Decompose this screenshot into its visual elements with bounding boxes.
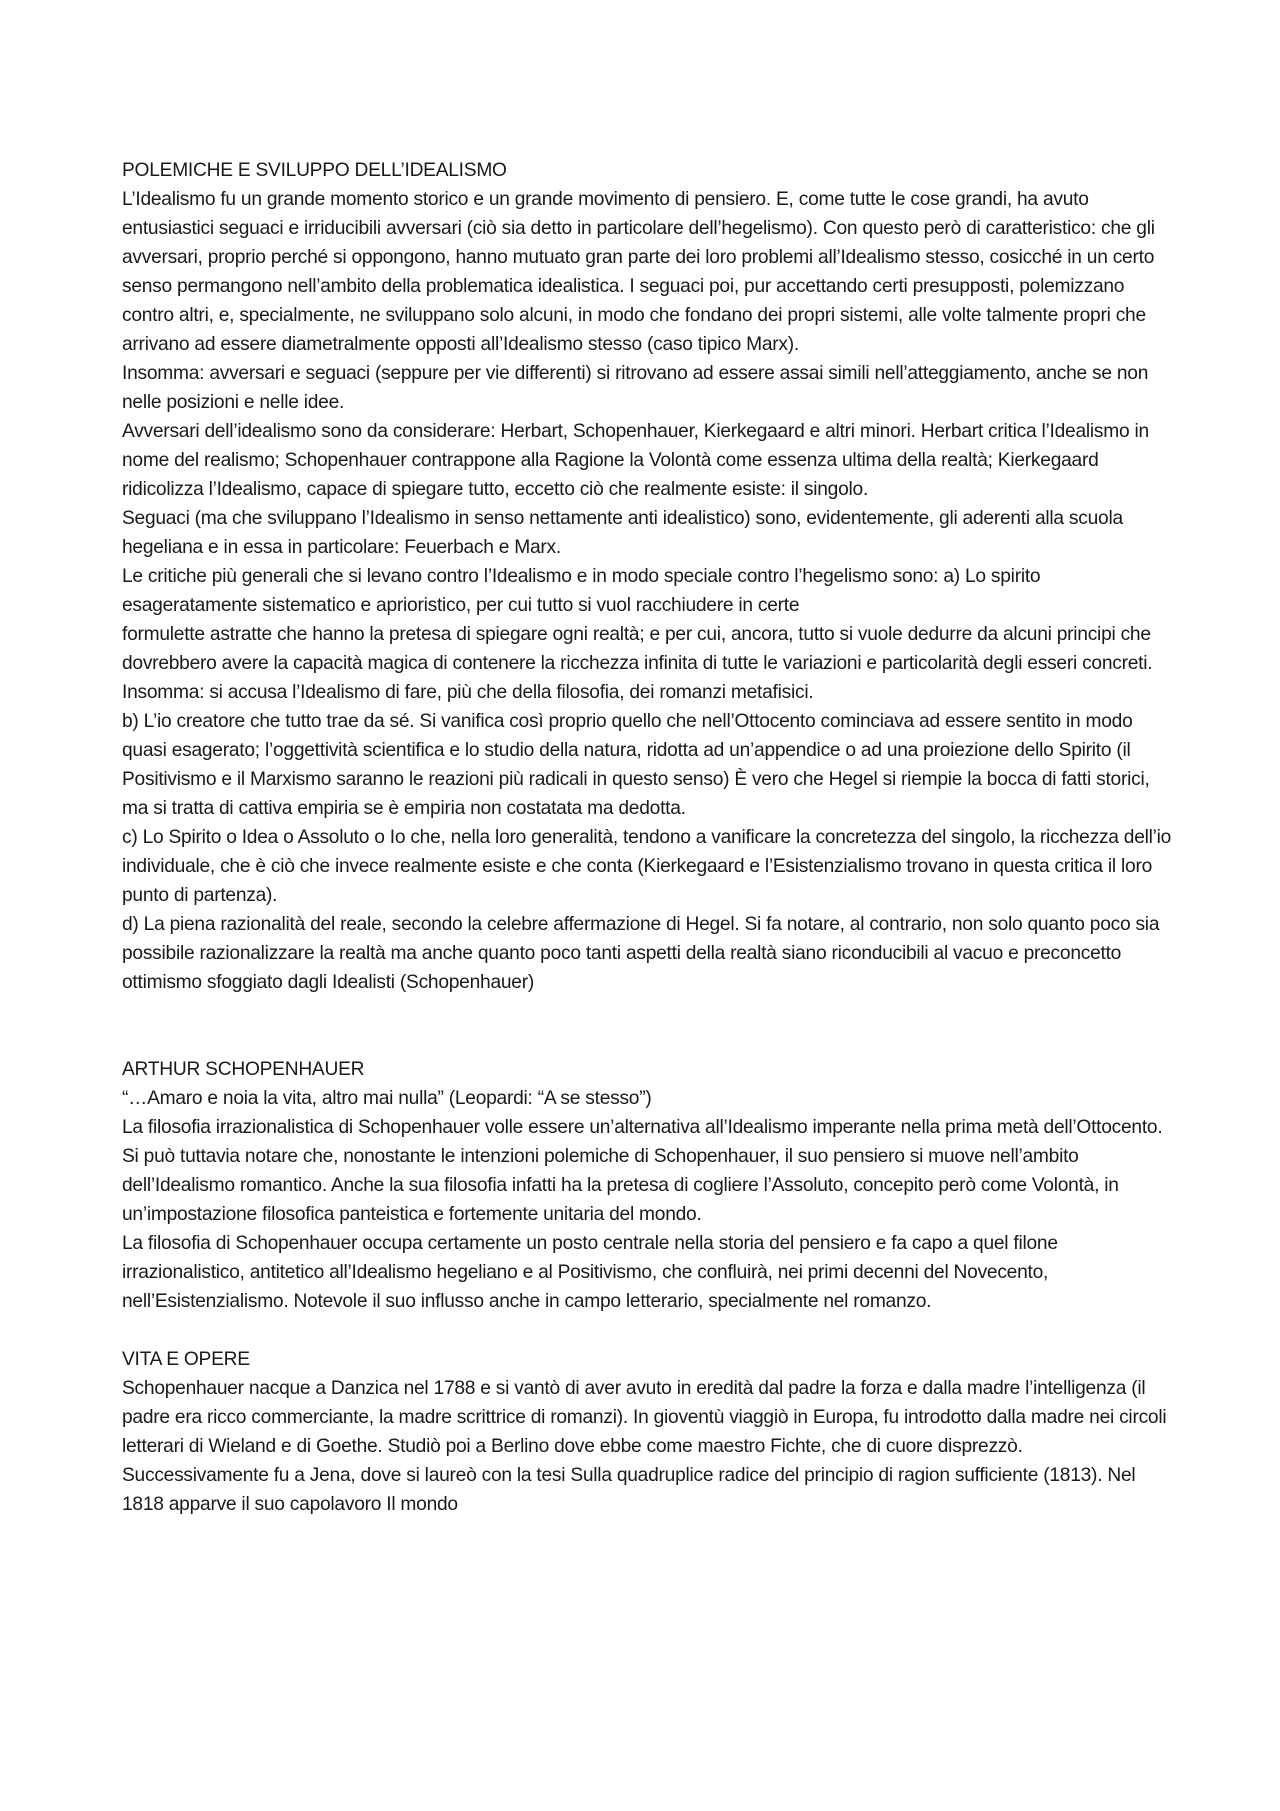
paragraph: L’Idealismo fu un grande momento storico e un grande movimento di pensiero. E, come tutte le cose grandi, ha avuto entusiastici seguaci e irriducibili avversari (ciò sia detto in particolare dell’hegelismo). Con questo però di caratteristico: che gli avversari, proprio perché si oppongono, hanno mutuato gran parte dei loro problemi all’Idealismo stesso, cosicché in un certo senso permangono nell’ambito della problematica idealistica. I seguaci poi, pur accettando certi presupposti, polemizzano contro altri, e, specialmente, ne sviluppano solo alcuni, in modo che fondano dei propri sistemi, alle volte talmente propri che arrivano ad essere diametralmente opposti all’Idealismo stesso (caso tipico Marx). [122,189,1155,355]
paragraph: b) L’io creatore che tutto trae da sé. Si vanifica così proprio quello che nell’Ottocento cominciava ad essere sentito in modo quasi esagerato; l’oggettività scientifica e lo studio della natura, ridotta ad un’appendice o ad una proiezione dello Spirito (il Positivismo e il Marxismo saranno le reazioni più radicali in questo senso) È vero che Hegel si riempie la bocca di fatti storici, ma si tratta di cattiva empiria se è empiria non costatata ma dedotta. [122,711,1150,819]
section-heading-vita-opere: VITA E OPERE [122,1349,250,1370]
epigraph-quote: “…Amaro e noia la vita, altro mai nulla” (Leopardi: “A se stesso”) [122,1088,652,1109]
section-heading-polemiche: POLEMICHE E SVILUPPO DELL’IDEALISMO [122,160,507,181]
paragraph: Le critiche più generali che si levano contro l’Idealismo e in modo speciale contro l’hegelismo sono: a) Lo spirito esageratamente sistematico e aprioristico, per cui tutto si vuol racchiudere in certe [122,566,1041,616]
paragraph: Schopenhauer nacque a Danzica nel 1788 e si vantò di aver avuto in eredità dal padre la forza e dalla madre l’intelligenza (il padre era ricco commerciante, la madre scrittrice di romanzi). In gioventù viaggiò in Europa, fu introdotto dalla madre nei circoli letterari di Wieland e di Goethe. Studiò poi a Berlino dove ebbe come maestro Fichte, che di cuore disprezzò. Successivamente fu a Jena, dove si laureò con la tesi Sulla quadruplice radice del principio di ragion sufficiente (1813). Nel 1818 apparve il suo capolavoro Il mondo [122,1378,1167,1515]
section-heading-schopenhauer: ARTHUR SCHOPENHAUER [122,1059,365,1080]
paragraph: formulette astratte che hanno la pretesa di spiegare ogni realtà; e per cui, ancora, tutto si vuole dedurre da alcuni principi che dovrebbero avere la capacità magica di contenere la ricchezza infinita di tutte le variazioni e particolarità degli esseri concreti. Insomma: si accusa l’Idealismo di fare, più che della filosofia, dei romanzi metafisici. [122,624,1153,703]
paragraph: Insomma: avversari e seguaci (seppure per vie differenti) si ritrovano ad essere assai simili nell’atteggiamento, anche se non nelle posizioni e nelle idee. [122,363,1149,413]
paragraph: La filosofia irrazionalistica di Schopenhauer volle essere un’alternativa all’Idealismo imperante nella prima metà dell’Ottocento. Si può tuttavia notare che, nonostante le intenzioni polemiche di Schopenhauer, il suo pensiero si muove nell’ambito dell’Idealismo romantico. Anche la sua filosofia infatti ha la pretesa di cogliere l’Assoluto, concepito però come Volontà, in un’impostazione filosofica panteistica e fortemente unitaria del mondo. [122,1117,1163,1225]
paragraph: d) La piena razionalità del reale, secondo la celebre affermazione di Hegel. Si fa notare, al contrario, non solo quanto poco sia possibile razionalizzare la realtà ma anche quanto poco tanti aspetti della realtà siano riconducibili al vacuo e preconcetto ottimismo sfoggiato dagli Idealisti (Schopenhauer) [122,914,1160,993]
paragraph: Avversari dell’idealismo sono da considerare: Herbart, Schopenhauer, Kierkegaard e altri minori. Herbart critica l’Idealismo in nome del realismo; Schopenhauer contrappone alla Ragione la Volontà come essenza ultima della realtà; Kierkegaard ridicolizza l’Idealismo, capace di spiegare tutto, eccetto ciò che realmente esiste: il singolo. [122,421,1149,500]
paragraph: La filosofia di Schopenhauer occupa certamente un posto centrale nella storia del pensiero e fa capo a quel filone irrazionalistico, antitetico all’Idealismo hegeliano e al Positivismo, che confluirà, nei primi decenni del Novecento, nell’Esistenzialismo. Notevole il suo influsso anche in campo letterario, specialmente nel romanzo. [122,1233,1058,1312]
spacer [122,1316,1172,1345]
spacer [122,997,1172,1055]
paragraph: c) Lo Spirito o Idea o Assoluto o Io che, nella loro generalità, tendono a vanificare la concretezza del singolo, la ricchezza dell’io individuale, che è ciò che invece realmente esiste e che conta (Kierkegaard e l’Esistenzialismo trovano in questa critica il loro punto di partenza). [122,827,1172,906]
paragraph: Seguaci (ma che sviluppano l’Idealismo in senso nettamente anti idealistico) sono, evidentemente, gli aderenti alla scuola hegeliana e in essa in particolare: Feuerbach e Marx. [122,508,1123,558]
document-body [122,156,1172,1519]
